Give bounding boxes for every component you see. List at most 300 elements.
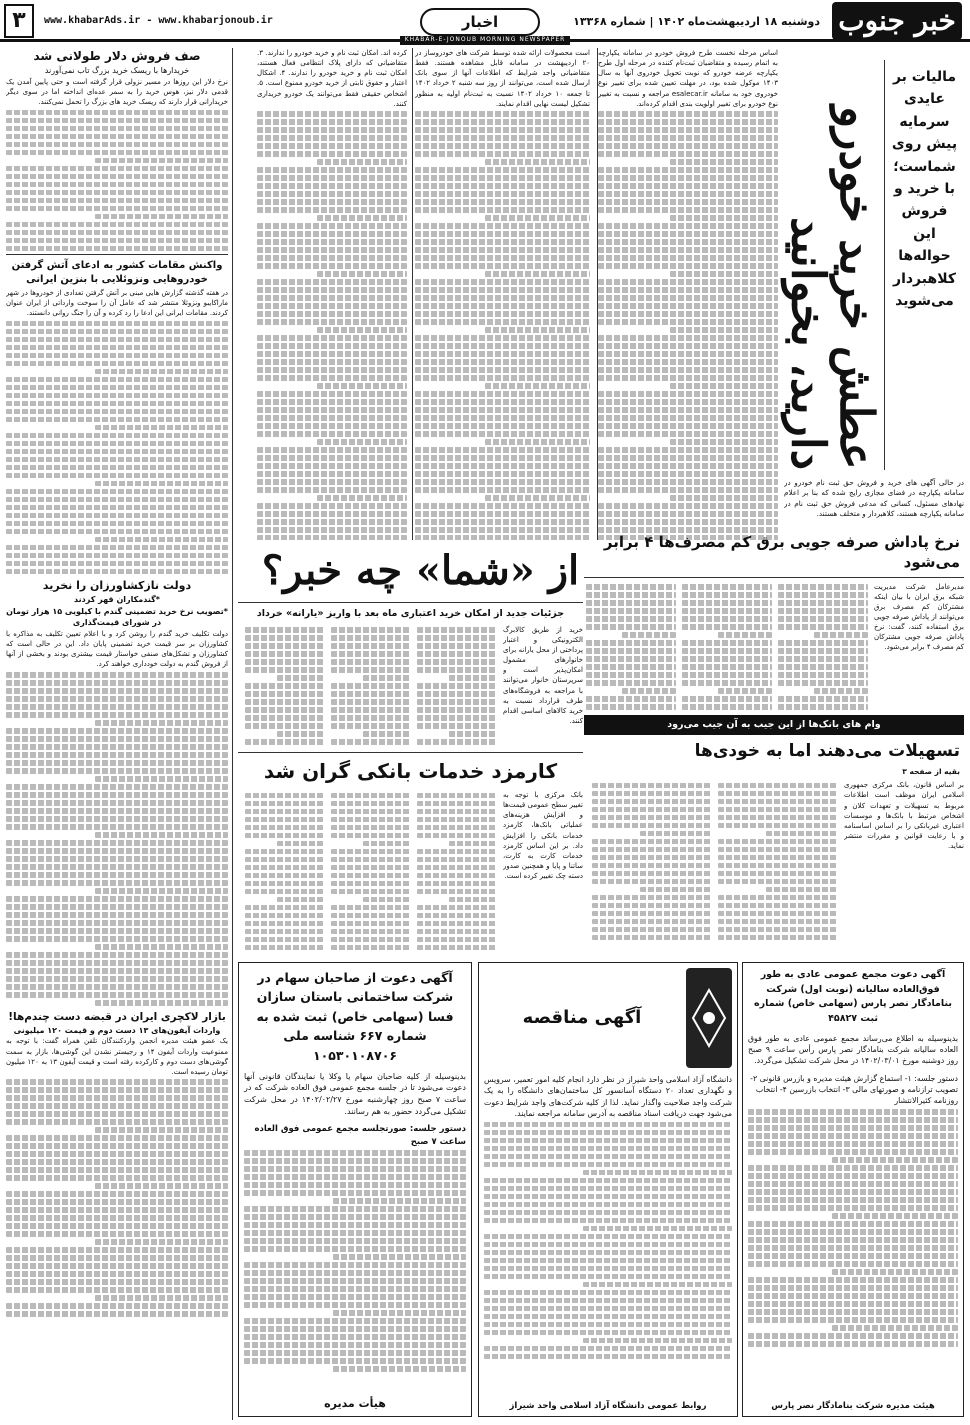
body-text-line xyxy=(484,1258,732,1264)
body-text-line xyxy=(748,1141,958,1147)
body-text-line xyxy=(417,635,497,641)
body-text-line xyxy=(95,1239,228,1245)
bank-fees-text: بانک مرکزی با توجه به تغییر سطح عمومی قیمت‌ها و افزایش هزینه‌های عملیاتی بانک‌ها، کارمزد خدمات بانکی را افزایش داد. بر این اساس کارمزد خدمات کارت به کارت، ساتنا و پایا و همچنین صدور دسته چک تغییر کرده است. xyxy=(503,791,583,881)
body-text-line xyxy=(598,263,778,269)
body-text-line xyxy=(257,407,407,413)
body-text-line xyxy=(586,704,676,710)
body-text-line xyxy=(485,439,590,445)
body-text-line xyxy=(6,736,228,742)
body-text-line xyxy=(6,385,228,391)
bank-fees-col xyxy=(503,790,583,950)
body-text-line xyxy=(6,1231,228,1237)
body-text-line xyxy=(257,175,407,181)
body-text-line xyxy=(245,929,325,935)
body-text-line xyxy=(6,768,228,774)
body-text-line xyxy=(257,279,407,285)
body-text-line xyxy=(6,182,228,188)
body-text-line xyxy=(598,431,778,437)
body-text-line xyxy=(95,537,228,543)
body-text-line xyxy=(415,407,590,413)
body-text-line xyxy=(6,896,228,902)
body-text-line xyxy=(257,343,407,349)
body-text-line xyxy=(244,1190,466,1196)
body-text-line xyxy=(245,635,325,641)
body-text-line xyxy=(592,847,712,853)
story3-headline: دولت نازکشاورزان را نخرید xyxy=(42,579,192,593)
body-text-line xyxy=(485,327,590,333)
body-text-line xyxy=(415,119,590,125)
body-text-line xyxy=(598,391,778,397)
body-text-line xyxy=(415,415,590,421)
body-text-line xyxy=(245,937,325,943)
body-text-line xyxy=(484,1234,732,1240)
body-text-line xyxy=(331,659,411,665)
electricity-headline: نرخ پاداش صرفه جویی برق کم مصرف‌ها ۴ برابر می‌شود xyxy=(584,528,964,578)
body-text-line xyxy=(257,519,407,525)
body-text-line xyxy=(245,825,325,831)
body-text-line xyxy=(331,833,411,839)
body-text-line xyxy=(417,659,497,665)
body-text-line xyxy=(415,223,590,229)
body-text-line xyxy=(417,667,497,673)
body-text-line xyxy=(257,151,407,157)
body-text-line xyxy=(6,353,228,359)
body-text-line xyxy=(257,127,407,133)
body-text-line xyxy=(245,793,325,799)
body-text-line xyxy=(417,801,497,807)
body-text-line xyxy=(257,303,407,309)
body-text-line xyxy=(718,927,838,933)
story-car-sales-col1 xyxy=(598,48,778,540)
body-text-line xyxy=(6,1159,228,1165)
body-text-line xyxy=(244,1326,466,1332)
body-text-line xyxy=(331,921,411,927)
body-text-line xyxy=(257,295,407,301)
body-text-line xyxy=(748,1285,958,1291)
body-text-line xyxy=(6,1207,228,1213)
body-text-line xyxy=(598,279,778,285)
body-text-line xyxy=(6,1143,228,1149)
body-text-line xyxy=(598,343,778,349)
body-text-line xyxy=(6,984,228,990)
body-text-line xyxy=(682,608,772,614)
body-text-line xyxy=(244,1270,466,1276)
body-text-line xyxy=(670,383,778,389)
tender-signature: روابط عمومی دانشگاه آزاد اسلامی واحد شیراز xyxy=(509,1400,707,1411)
body-text-line xyxy=(257,471,407,477)
body-text-line xyxy=(766,887,838,893)
body-text-line xyxy=(6,545,228,551)
body-text-line xyxy=(277,841,325,847)
body-text-line xyxy=(748,1277,958,1283)
body-text-line xyxy=(598,151,778,157)
story1-headline: صف فروش دلار طولانی شد xyxy=(33,49,201,63)
newspaper-logo: خبر جنوب xyxy=(832,2,962,40)
body-text-line xyxy=(748,1109,958,1115)
pars-agenda: دستور جلسه: ۱- استماع گزارش هیئت مدیره و بازرس قانونی ۲- تصویب ترازنامه و صورتهای مالی ۳- انتخاب بازرسین ۴- انتخاب روزنامه کثیرالانتشار xyxy=(750,1073,958,1106)
body-text-line xyxy=(244,1318,466,1324)
body-text-line xyxy=(415,423,590,429)
body-text-line xyxy=(415,303,590,309)
body-text-line xyxy=(245,849,325,855)
body-text-line xyxy=(415,295,590,301)
body-text-line xyxy=(748,1117,958,1123)
body-text-line xyxy=(417,739,497,745)
body-text-line xyxy=(257,431,407,437)
body-text-line xyxy=(592,855,712,861)
body-text-line xyxy=(6,784,228,790)
bank-loans-story xyxy=(584,715,964,955)
body-text-line xyxy=(6,752,228,758)
lead-side-headline xyxy=(884,60,964,470)
shareholders-agenda: دستور جلسه: صورتجلسه مجمع عمومی فوق العاده ساعت ۷ صبح xyxy=(254,1124,466,1147)
body-text-line xyxy=(6,1135,228,1141)
body-text-line xyxy=(592,919,712,925)
body-text-line xyxy=(333,1366,466,1372)
body-text-line xyxy=(6,529,228,535)
shoma-banner xyxy=(258,540,583,602)
body-text-line xyxy=(748,1229,958,1235)
body-text-line xyxy=(415,367,590,373)
body-text-line xyxy=(6,126,228,132)
body-text-line xyxy=(6,1215,228,1221)
body-text-line xyxy=(415,503,590,509)
body-text-line xyxy=(6,808,228,814)
body-text-line xyxy=(598,135,778,141)
body-text-line xyxy=(95,832,228,838)
body-text-line xyxy=(748,1253,958,1259)
body-text-line xyxy=(670,439,778,445)
bank-loans-headline: تسهیلات می‌دهند اما به خودی‌ها xyxy=(694,740,960,761)
body-text-line xyxy=(245,707,325,713)
body-text-line xyxy=(415,359,590,365)
body-text-line xyxy=(586,648,676,654)
body-text-line xyxy=(245,667,325,673)
body-text-line xyxy=(417,809,497,815)
body-text-line xyxy=(257,111,407,117)
body-text-line xyxy=(245,809,325,815)
body-text-line xyxy=(257,263,407,269)
body-text-line xyxy=(257,191,407,197)
body-text-line xyxy=(484,1266,732,1272)
body-text-line xyxy=(417,865,497,871)
body-text-line xyxy=(417,833,497,839)
body-text-line xyxy=(245,817,325,823)
lead-caption-text: در حالی آگهی های خرید و فروش حق ثبت نام خودرو در سامانه یکپارچه در فضای مجازی رایج شده که بنا بر اعلام نهادهای مسئول، کسانی که مدعی فروش حق ثبت نام در سامانه یکپارچه هستند، کلاهبردار و متخلف هستند. xyxy=(784,478,964,519)
body-text-line xyxy=(682,696,772,702)
body-text-line xyxy=(257,351,407,357)
electricity-col xyxy=(682,582,772,702)
body-text-line xyxy=(484,1146,732,1152)
body-text-line xyxy=(415,391,590,397)
body-text-line xyxy=(598,519,778,525)
body-text-line xyxy=(598,415,778,421)
body-text-line xyxy=(257,399,407,405)
body-text-line xyxy=(6,401,228,407)
body-text-line xyxy=(778,656,868,662)
body-text-line xyxy=(682,600,772,606)
body-text-line xyxy=(485,495,590,501)
body-text-line xyxy=(257,423,407,429)
body-text-line xyxy=(6,816,228,822)
pars-ad xyxy=(742,962,964,1417)
body-text-line xyxy=(257,311,407,317)
body-text-line xyxy=(718,895,838,901)
body-text-line xyxy=(778,608,868,614)
electricity-col xyxy=(778,582,868,702)
story3-text: دولت تکلیف خرید گندم را روشن کرد و با اعلام تعیین تکلیف به مذاکره با کشاورزان بر سر قیمت خرید تضمینی پایان داد. این در حالی است که کشاورزان و تشکل‌های صنفی خواستار قیمت بیشتری بودند و بخشی از آنها از فروش گندم به دولت خودداری خواهند کرد. xyxy=(6,630,228,669)
body-text-line xyxy=(245,913,325,919)
body-text-line xyxy=(257,503,407,509)
body-text-line xyxy=(6,361,228,367)
body-text-line xyxy=(598,471,778,477)
body-text-line xyxy=(6,521,228,527)
body-text-line xyxy=(6,760,228,766)
body-text-line xyxy=(415,471,590,477)
body-text-line xyxy=(748,1221,958,1227)
body-text-line xyxy=(363,897,411,903)
body-text-line xyxy=(95,481,228,487)
body-text-line xyxy=(778,680,868,686)
body-text-line xyxy=(586,696,676,702)
shareholders-title: آگهی دعوت از صاحبان سهام در شرکت ساختمانی باستان سازان فسا (سهامی خاص) ثبت شده به شماره ۶۶۷ شناسه ملی ۱۰۵۳۰۱۰۸۷۰۶ xyxy=(256,970,454,1063)
body-text-line xyxy=(6,321,228,327)
body-text-line xyxy=(331,937,411,943)
body-text-line xyxy=(6,110,228,116)
body-text-line xyxy=(6,569,228,575)
body-text-line xyxy=(6,912,228,918)
body-text-line xyxy=(6,345,228,351)
body-text-line xyxy=(331,913,411,919)
body-text-line xyxy=(592,815,712,821)
tender-ad xyxy=(478,962,738,1417)
body-text-line xyxy=(6,960,228,966)
body-text-line xyxy=(485,271,590,277)
body-text-line xyxy=(598,119,778,125)
body-text-line xyxy=(245,739,325,745)
body-text-line xyxy=(331,873,411,879)
body-text-line xyxy=(244,1158,466,1164)
body-text-line xyxy=(484,1130,732,1136)
story-car-sales-text: اساس مرحله نخست طرح فروش خودرو در سامانه یکپارچه به اتمام رسیده و متقاضیان ثبت‌نام کننده در مرحله اول طرح یکپارچه عرضه خودرو که نوبت تحویل خودروی آنها به سال ۱۴۰۳ موکول شده بود، در مهلت تعیین شده برای تغییر نوع خودروی خود به سامانه esalecar.ir مراجعه و نسبت به تغییر نوع خودرو برای تغییر اولویت بندی اقدام کرده‌اند. xyxy=(598,49,778,108)
body-text-line xyxy=(415,207,590,213)
body-text-line xyxy=(6,393,228,399)
body-text-line xyxy=(598,311,778,317)
body-text-line xyxy=(832,1325,958,1331)
body-text-line xyxy=(257,463,407,469)
body-text-line xyxy=(598,511,778,517)
story3-subheadline: *گندمکاران قهر کردند xyxy=(74,595,160,605)
body-text-line xyxy=(586,640,676,646)
pars-title: آگهی دعوت مجمع عمومی عادی به طور فوق‌العاده سالیانه (نوبت اول) شرکت بنامادگار نصر پارس (سهامی خاص) شماره ثبت ۴۵۸۲۷ xyxy=(754,969,952,1025)
body-text-line xyxy=(6,952,228,958)
story4-text: یک عضو هیئت مدیره انجمن واردکنندگان تلفن همراه گفت: با توجه به ممنوعیت واردات آیفون ۱۴ و رجیستر نشدن این گوشی‌ها، بازار به سمت گوشی‌های دست دوم و کارکرده رفته است و قیمت آیفون ۱۳ به ۱۲۰ میلیون تومان رسیده است. xyxy=(6,1037,228,1076)
body-text-line xyxy=(331,683,411,689)
body-text-line xyxy=(598,319,778,325)
body-text-line xyxy=(778,696,868,702)
body-text-line xyxy=(682,640,772,646)
body-text-line xyxy=(415,447,590,453)
body-text-line xyxy=(6,1103,228,1109)
body-text-line xyxy=(748,1293,958,1299)
body-text-line xyxy=(277,897,325,903)
card-installment-col xyxy=(417,625,497,745)
body-text-line xyxy=(598,247,778,253)
body-text-line xyxy=(257,231,407,237)
body-text-line xyxy=(449,841,497,847)
body-text-line xyxy=(244,1342,466,1348)
body-text-line xyxy=(331,857,411,863)
body-text-line xyxy=(670,215,778,221)
body-text-line xyxy=(682,624,772,630)
body-text-line xyxy=(244,1334,466,1340)
body-text-line xyxy=(592,863,712,869)
left-column xyxy=(6,48,228,1420)
body-text-line xyxy=(484,1194,732,1200)
body-text-line xyxy=(778,584,868,590)
body-text-line xyxy=(778,624,868,630)
website-link[interactable]: www.khabarAds.ir - www.khabarjonoub.ir xyxy=(44,15,273,26)
body-text-line xyxy=(598,199,778,205)
body-text-line xyxy=(598,503,778,509)
body-text-line xyxy=(682,664,772,670)
body-text-line xyxy=(417,849,497,855)
body-text-line xyxy=(245,857,325,863)
body-text-line xyxy=(245,881,325,887)
body-text-line xyxy=(718,823,838,829)
body-text-line xyxy=(245,643,325,649)
body-text-line xyxy=(415,479,590,485)
body-text-line xyxy=(598,407,778,413)
body-text-line xyxy=(718,847,838,853)
body-text-line xyxy=(331,801,411,807)
body-text-line xyxy=(245,905,325,911)
body-text-line xyxy=(257,527,407,533)
body-text-line xyxy=(778,592,868,598)
body-text-line xyxy=(6,848,228,854)
body-text-line xyxy=(6,904,228,910)
electricity-col xyxy=(586,582,676,702)
body-text-line xyxy=(6,1303,228,1309)
body-text-line xyxy=(415,143,590,149)
shareholders-text: بدینوسیله از کلیه صاحبان سهام یا وکلا یا نمایندگان قانونی آنها دعوت می‌شود تا در جلسه مجمع عمومی فوق العاده شرکت که در ساعت ۷ صبح روز چهارشنبه مورخ ۱۴۰۲/۰۲/۲۷ در محل شرکت تشکیل می‌گردد حضور به هم رسانند. xyxy=(244,1071,467,1116)
body-text-line xyxy=(748,1245,958,1251)
body-text-line xyxy=(415,167,590,173)
body-text-line xyxy=(598,183,778,189)
body-text-line xyxy=(277,731,325,737)
body-text-line xyxy=(244,1150,466,1156)
bank-fees-col xyxy=(331,790,411,950)
body-text-line xyxy=(6,792,228,798)
body-text-line xyxy=(244,1350,466,1356)
body-text-line xyxy=(583,1170,732,1176)
body-text-line xyxy=(6,712,228,718)
body-text-line xyxy=(682,616,772,622)
body-text-line xyxy=(417,627,497,633)
body-text-line xyxy=(6,513,228,519)
body-text-line xyxy=(598,447,778,453)
body-text-line xyxy=(257,447,407,453)
body-text-line xyxy=(592,903,712,909)
body-text-line xyxy=(598,167,778,173)
body-text-line xyxy=(748,1149,958,1155)
body-text-line xyxy=(6,230,228,236)
bank-fees-headline: کارمزد خدمات بانکی گران شد xyxy=(263,759,558,783)
body-text-line xyxy=(484,1218,732,1224)
electricity-text: مدیرعامل شرکت مدیریت شبکه برق ایران با بیان اینکه مشترکان کم مصرف برق می‌توانند از پاداش صرفه جویی برق استفاده کنند، گفت: نرخ پاداش صرفه جویی مشترکان کم مصرف ۴ برابر می‌شود. xyxy=(874,582,964,652)
body-text-line xyxy=(257,479,407,485)
body-text-line xyxy=(449,731,497,737)
body-text-line xyxy=(415,247,590,253)
body-text-line xyxy=(415,279,590,285)
body-text-line xyxy=(257,287,407,293)
body-text-line xyxy=(415,263,590,269)
bank-loans-text: بر اساس قانون، بانک مرکزی جمهوری اسلامی ایران موظف است اطلاعات مربوط به تسهیلات و تعهدات کلان و اشخاص مرتبط با بانک‌ها و موسسات اعتباری غیربانکی را بر اساس اساسنامه و با رعایت قوانین و مقررات منتشر نماید. xyxy=(844,781,964,851)
body-text-line xyxy=(257,359,407,365)
bank-loans-col xyxy=(592,780,712,945)
story-car-sales-col2 xyxy=(415,48,590,540)
body-text-line xyxy=(257,247,407,253)
body-text-line xyxy=(598,335,778,341)
story-car-sales-text2: است محصولات ارائه شده توسط شرکت های خودروساز در ۲۰ اردیبهشت در سامانه قابل مشاهده هستند. فقط متقاضیانی واجد شرایط که اطلاعات آنها از سوی بانک ارسال شده است، می‌توانند از روز سه شنبه ۲ خرداد ۱۴۰۲ تا جمعه ۱۰ خرداد ۱۴۰۲ نسبت به ثبت‌نام اولیه به منظور تشکیل لیست نهایی اقدام نمایند. xyxy=(415,49,590,108)
body-text-line xyxy=(6,1191,228,1197)
body-text-line xyxy=(586,616,676,622)
body-text-line xyxy=(417,651,497,657)
body-text-line xyxy=(598,367,778,373)
body-text-line xyxy=(583,1282,732,1288)
pars-signature: هیئت مدیره شرکت بنامادگار نصر پارس xyxy=(771,1400,935,1411)
body-text-line xyxy=(718,903,838,909)
body-text-line xyxy=(670,271,778,277)
story2-text: در هفته گذشته گزارش هایی مبنی بر آتش گرفتن تعدادی از خودروها در شهر ماراکایبو ونزوئلا منتشر شد که عامل آن را سوخت وارداتی از ایران عنوان کردند. مقامات ایرانی این ادعا را رد کرده و آن را جنگ روانی دانستند. xyxy=(6,288,228,318)
body-text-line xyxy=(244,1206,466,1212)
body-text-line xyxy=(317,439,407,445)
body-text-line xyxy=(257,183,407,189)
body-text-line xyxy=(592,911,712,917)
body-text-line xyxy=(257,375,407,381)
body-text-line xyxy=(415,175,590,181)
body-text-line xyxy=(682,672,772,678)
body-text-line xyxy=(6,1095,228,1101)
shareholders-signature: هیأت مدیره xyxy=(324,1397,386,1411)
story3-bullet: *تصویب نرخ خرید تضمینی گندم با کیلویی ۱۵ هزار تومان در شورای قیمت‌گذاری xyxy=(6,606,228,628)
body-text-line xyxy=(6,936,228,942)
body-text-line xyxy=(592,823,712,829)
body-text-line xyxy=(417,929,497,935)
body-text-line xyxy=(257,319,407,325)
body-text-line xyxy=(6,1119,228,1125)
body-text-line xyxy=(586,680,676,686)
body-text-line xyxy=(415,135,590,141)
body-text-line xyxy=(95,1000,228,1006)
body-text-line xyxy=(718,799,838,805)
body-text-line xyxy=(598,231,778,237)
body-text-line xyxy=(598,479,778,485)
body-text-line xyxy=(417,921,497,927)
tender-text: دانشگاه آزاد اسلامی واحد شیراز در نظر دارد انجام کلیه امور تعمیر، سرویس و نگهداری تعداد ۲۰ دستگاه آسانسور کل ساختمان‌های دانشگاه را به یک شرکت واجد صلاحیت واگذار نماید. لذا از کلیه شرکت‌های واجد شرایط دعوت می‌شود جهت دریافت اسناد مناقصه به آدرس سامانه مراجعه نمایند. xyxy=(484,1075,732,1118)
body-text-line xyxy=(6,1255,228,1261)
body-text-line xyxy=(6,968,228,974)
body-text-line xyxy=(592,791,712,797)
body-text-line xyxy=(245,659,325,665)
divider xyxy=(597,48,598,540)
body-text-line xyxy=(814,688,868,694)
body-text-line xyxy=(6,489,228,495)
body-text-line xyxy=(6,449,228,455)
body-text-line xyxy=(331,905,411,911)
body-text-line xyxy=(592,783,712,789)
body-text-line xyxy=(484,1178,732,1184)
